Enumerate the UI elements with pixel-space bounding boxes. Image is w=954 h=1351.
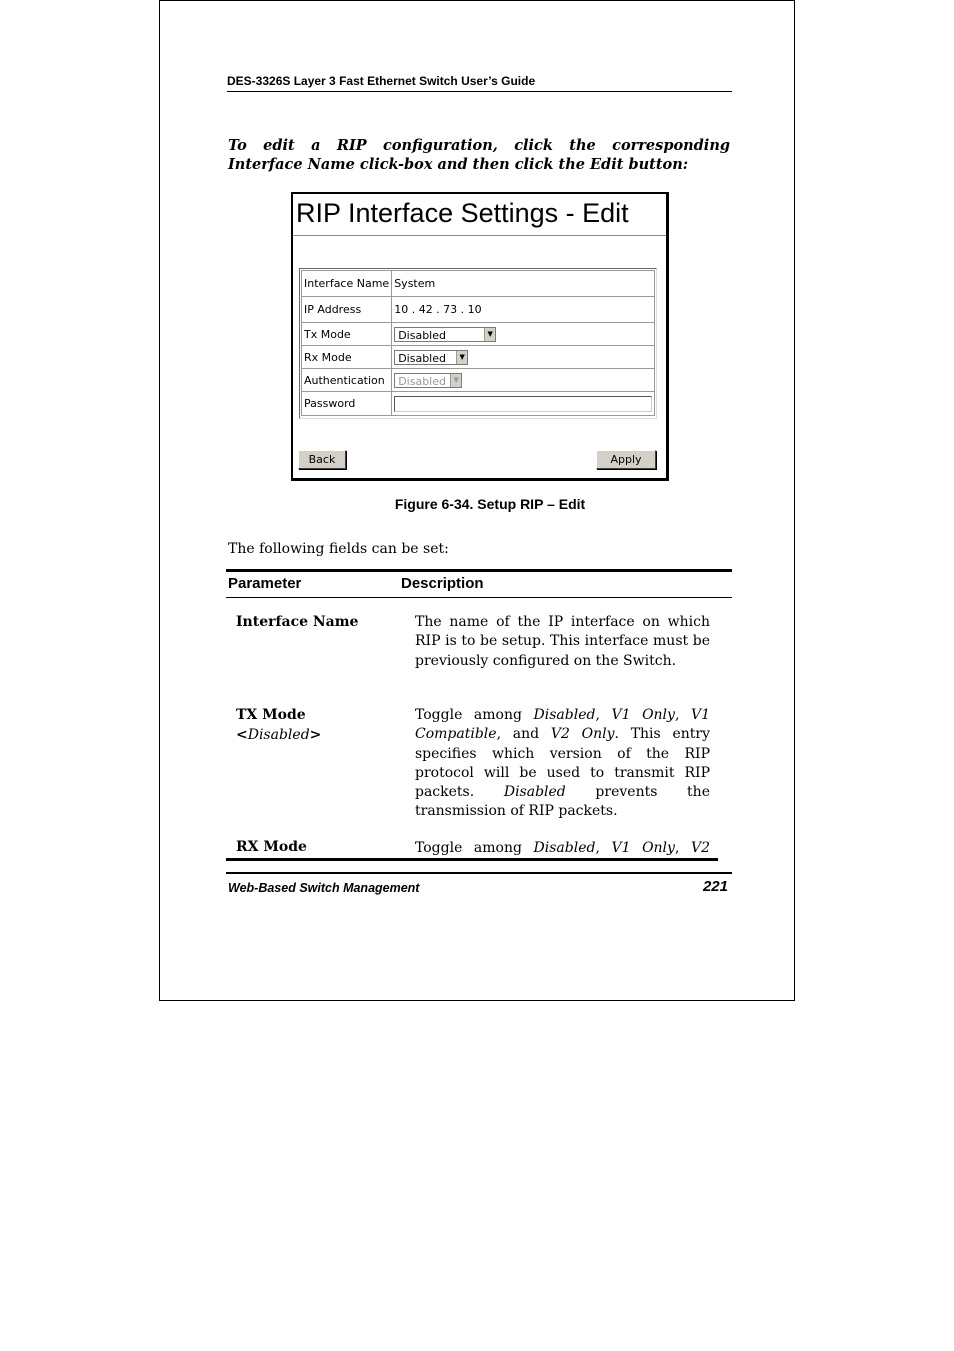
rx-mode-label: Rx Mode	[302, 346, 392, 369]
running-footer: Web-Based Switch Management	[228, 881, 420, 895]
chevron-down-icon: ▼	[450, 374, 461, 387]
param-tx-mode-name: TX Mode	[236, 707, 306, 723]
rx-mode-selected: Disabled	[398, 351, 446, 365]
desc-term: V2 Only	[550, 726, 615, 743]
row-password	[302, 392, 655, 416]
desc-text: , and	[496, 726, 551, 743]
row-ip-address	[302, 297, 655, 323]
rx-mode-select[interactable]	[394, 350, 468, 365]
param-interface-name: Interface Name	[236, 614, 359, 630]
chevron-down-icon: ▼	[484, 328, 495, 341]
desc-text: ,	[595, 840, 612, 856]
screenshot-title: RIP Interface Settings - Edit	[296, 198, 629, 228]
screenshot-title-rule	[293, 235, 666, 236]
param-tx-mode	[236, 706, 321, 745]
desc-text: ,	[674, 707, 691, 723]
intro-text: The following fields can be set:	[228, 541, 449, 557]
password-label: Password	[302, 392, 392, 416]
desc-text: ,	[674, 840, 691, 856]
tx-mode-select[interactable]	[394, 327, 496, 342]
default-value: Disabled	[247, 726, 310, 743]
row-rx-mode	[302, 346, 655, 369]
desc-term: V2	[690, 840, 711, 856]
table-header-rule	[226, 597, 732, 598]
header-parameter: Parameter	[228, 575, 302, 592]
row-authentication	[302, 369, 655, 392]
desc-term: Disabled	[503, 784, 566, 801]
param-rx-mode: RX Mode	[236, 839, 307, 855]
interface-name-label: Interface Name	[302, 271, 392, 297]
footer-rule	[226, 872, 732, 874]
desc-text: . This entry specifies which version of the RIP protocol will be used to transmit RIP packets.	[415, 726, 710, 801]
desc-term: V1 Only	[611, 840, 675, 856]
header-description: Description	[401, 575, 484, 592]
desc-text: ,	[595, 707, 612, 723]
authentication-select	[394, 373, 462, 388]
authentication-selected: Disabled	[398, 374, 446, 388]
desc-text: Toggle among	[415, 707, 534, 723]
tx-mode-selected: Disabled	[398, 328, 446, 342]
row-interface-name	[302, 271, 655, 297]
running-header: DES-3326S Layer 3 Fast Ethernet Switch User’s Guide	[227, 74, 536, 88]
desc-interface-name: The name of the IP interface on which RIP is to be setup. This interface must be previously configured on the Switch.	[415, 614, 710, 669]
desc-text: prevents the transmission of RIP packets.	[415, 784, 710, 820]
apply-button[interactable]: Apply	[596, 450, 656, 469]
rip-edit-screenshot	[291, 192, 669, 481]
figure-caption: Figure 6-34. Setup RIP – Edit	[394, 496, 586, 512]
desc-term: V1 Only	[611, 707, 675, 723]
back-button[interactable]: Back	[298, 450, 346, 469]
header-rule	[227, 91, 732, 92]
ip-address-label: IP Address	[302, 297, 392, 323]
param-tx-mode-default: <Disabled>	[236, 726, 322, 743]
ip-address-value: 10 . 42 . 73 . 10	[392, 297, 655, 323]
authentication-label: Authentication	[302, 369, 392, 392]
table-top-rule	[226, 569, 732, 572]
instruction-text: To edit a RIP configuration, click the corresponding Interface Name click-box and then click the Edit button:	[228, 137, 730, 173]
page-number: 221	[702, 878, 728, 895]
tx-mode-label: Tx Mode	[302, 323, 392, 346]
desc-term: V1 Compatible	[415, 707, 711, 743]
table-bottom-rule	[226, 858, 718, 861]
password-input[interactable]	[394, 396, 652, 412]
desc-text: Toggle among	[415, 840, 534, 856]
desc-tx-mode	[415, 706, 710, 822]
desc-rx-mode	[415, 839, 710, 858]
rip-edit-form	[301, 270, 655, 416]
desc-term: Disabled	[533, 840, 596, 856]
row-tx-mode	[302, 323, 655, 346]
desc-term: Disabled	[533, 707, 596, 723]
chevron-down-icon: ▼	[456, 351, 467, 364]
interface-name-value: System	[392, 271, 655, 297]
